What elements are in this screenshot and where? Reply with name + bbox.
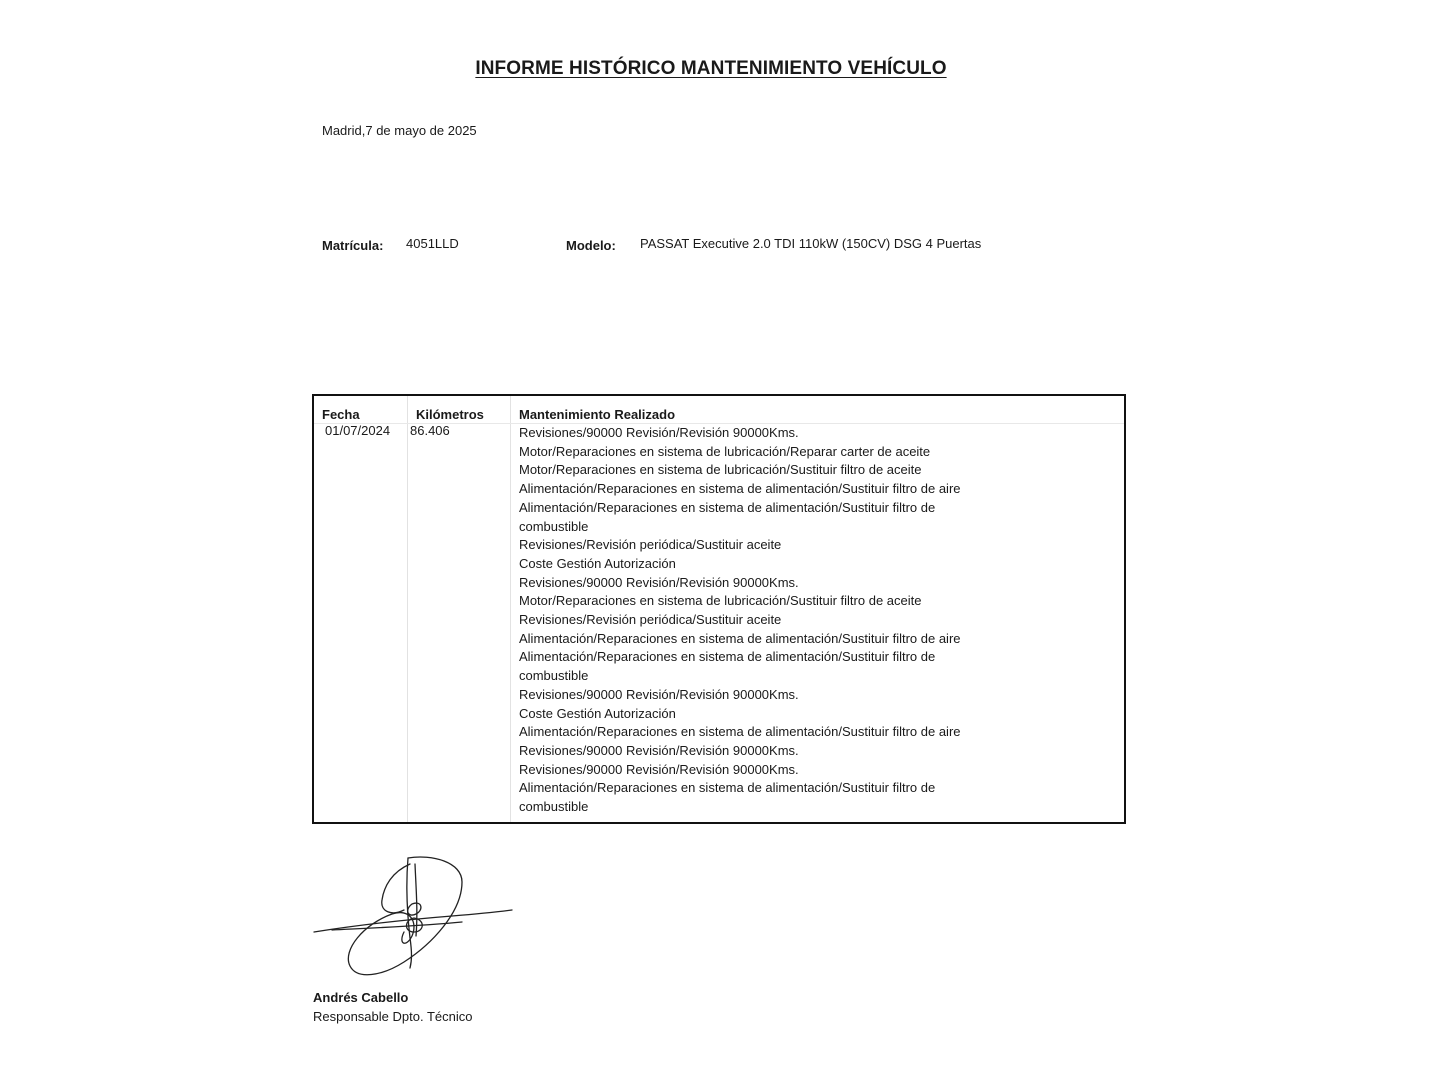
maintenance-item: Revisiones/90000 Revisión/Revisión 90000Kms.: [519, 574, 799, 590]
place-date: Madrid,7 de mayo de 2025: [322, 123, 477, 138]
maintenance-item: Revisiones/Revisión periódica/Sustituir aceite: [519, 612, 782, 628]
maintenance-item: Alimentación/Reparaciones en sistema de alimentación/Sustituir filtro de aire: [519, 481, 961, 497]
handwritten-signature: [312, 852, 516, 984]
maintenance-table: [312, 394, 1126, 824]
maintenance-item: Revisiones/90000 Revisión/Revisión 90000Kms.: [519, 761, 799, 777]
maintenance-item: Revisiones/90000 Revisión/Revisión 90000Kms.: [519, 742, 799, 758]
row-kilometers: 86.406: [410, 423, 450, 438]
maintenance-item: Alimentación/Reparaciones en sistema de alimentación/Sustituir filtro de aire: [519, 724, 961, 740]
maintenance-item: Coste Gestión Autorización: [519, 705, 676, 721]
header-kilometers: Kilómetros: [416, 407, 484, 422]
maintenance-item: Alimentación/Reparaciones en sistema de alimentación/Sustituir filtro de: [519, 499, 936, 515]
plate-label: Matrícula:: [322, 238, 384, 253]
model-label: Modelo:: [566, 238, 616, 253]
maintenance-item: Alimentación/Reparaciones en sistema de alimentación/Sustituir filtro de aire: [519, 630, 961, 646]
maintenance-item: Revisiones/Revisión periódica/Sustituir aceite: [519, 537, 782, 553]
document-title: INFORME HISTÓRICO MANTENIMIENTO VEHÍCULO: [475, 58, 947, 79]
header-maintenance: Mantenimiento Realizado: [519, 407, 676, 422]
maintenance-item: Alimentación/Reparaciones en sistema de alimentación/Sustituir filtro de: [519, 780, 936, 796]
signatory-name: Andrés Cabello: [313, 990, 409, 1005]
maintenance-item: Revisiones/90000 Revisión/Revisión 90000Kms.: [519, 686, 799, 702]
maintenance-item: Motor/Reparaciones en sistema de lubricación/Reparar carter de aceite: [519, 443, 931, 459]
column-divider: [407, 396, 408, 822]
maintenance-item: Alimentación/Reparaciones en sistema de alimentación/Sustituir filtro de: [519, 649, 936, 665]
maintenance-list: [519, 424, 989, 817]
maintenance-item: Revisiones/90000 Revisión/Revisión 90000Kms.: [519, 425, 799, 440]
header-date: Fecha: [322, 407, 360, 422]
maintenance-item: combustible: [519, 799, 589, 815]
maintenance-item: Motor/Reparaciones en sistema de lubricación/Sustituir filtro de aceite: [519, 462, 922, 478]
maintenance-item: Motor/Reparaciones en sistema de lubricación/Sustituir filtro de aceite: [519, 593, 922, 609]
maintenance-item: combustible: [519, 668, 589, 684]
maintenance-item: combustible: [519, 518, 589, 534]
plate-value: 4051LLD: [406, 236, 459, 251]
model-value: PASSAT Executive 2.0 TDI 110kW (150CV) DSG 4 Puertas: [640, 236, 982, 251]
column-divider: [510, 396, 511, 822]
maintenance-item: Coste Gestión Autorización: [519, 555, 676, 571]
row-date: 01/07/2024: [325, 423, 391, 438]
signatory-role: Responsable Dpto. Técnico: [313, 1009, 473, 1024]
